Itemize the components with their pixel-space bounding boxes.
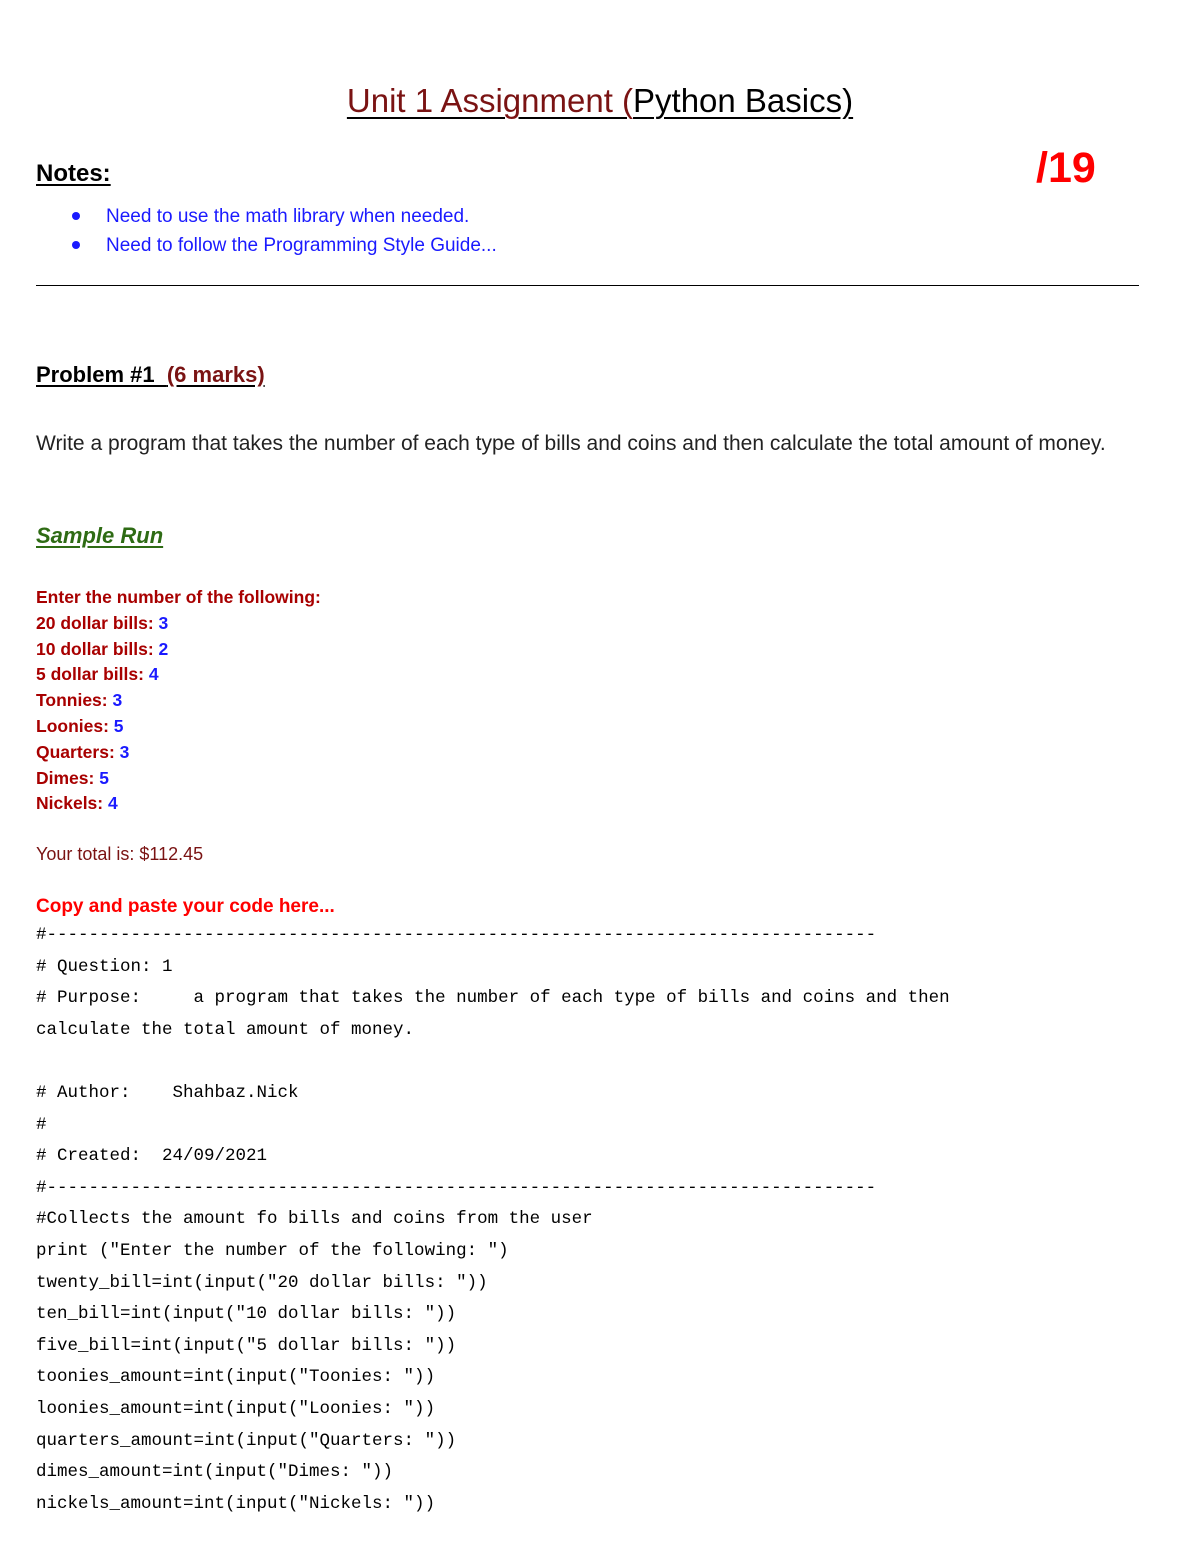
code-line: #------------------------------------------------------------------------------- [36,1177,877,1198]
sample-run-value: 3 [119,741,130,762]
sample-run-line [36,662,321,688]
section-divider [36,285,1139,286]
notes-heading: Notes: [36,160,111,187]
sample-run-line [36,714,321,740]
code-block [36,920,950,1520]
sample-run-value: 3 [158,612,169,633]
note-text: Need to follow the Programming Style Guide... [106,235,497,256]
code-line [36,1046,950,1078]
sample-run-line [36,637,321,663]
sample-run-line [36,791,321,817]
problem-description: Write a program that takes the number of each type of bills and coins and then calculate the total amount of money. [36,432,1106,455]
code-line: # Question: 1 [36,956,173,977]
sample-run-label: Loonies: [36,715,114,736]
bullet-icon [72,241,80,249]
page-title [0,82,1200,120]
sample-run-prompt: Enter the number of the following: [36,587,321,607]
total-score: /19 [1036,144,1096,192]
sample-run-line [36,688,321,714]
code-line: ten_bill=int(input("10 dollar bills: ")) [36,1304,457,1325]
sample-run-value: 5 [113,715,124,736]
sample-run-label: 20 dollar bills: [36,612,159,633]
sample-run-heading: Sample Run [36,523,164,548]
code-line: five_bill=int(input("5 dollar bills: ")) [36,1335,457,1356]
code-line: # [36,1114,47,1135]
code-line: #------------------------------------------------------------------------------- [36,925,877,945]
sample-run-label: 5 dollar bills: [36,664,149,685]
note-item [106,231,497,260]
code-line: dimes_amount=int(input("Dimes: ")) [36,1462,394,1483]
code-line: toonies_amount=int(input("Toonies: ")) [36,1367,436,1388]
sample-run-label: Dimes: [36,767,100,788]
sample-run-label: Tonnies: [36,690,113,711]
code-instruction: Copy and paste your code here... [36,896,335,917]
code-line: calculate the total amount of money. [36,1019,415,1040]
note-text: Need to use the math library when needed. [106,206,470,227]
code-line: nickels_amount=int(input("Nickels: ")) [36,1493,436,1514]
problem-marks: (6 marks) [166,362,265,387]
sample-run-total: Your total is: $112.45 [36,844,204,864]
code-line: twenty_bill=int(input("20 dollar bills: ")) [36,1272,488,1293]
code-line: print ("Enter the number of the following: ") [36,1240,509,1261]
problem-heading [36,362,265,388]
problem-title: Problem #1 [36,362,167,387]
code-line: # Purpose: a program that takes the number of each type of bills and coins and then [36,988,950,1009]
page-title-part-2: Python Basics) [633,82,854,119]
code-line: # Created: 24/09/2021 [36,1146,268,1167]
sample-run-line [36,766,321,792]
notes-list [106,202,497,260]
page-title-part-1: Unit 1 Assignment ( [346,82,634,119]
sample-run-label: Nickels: [36,793,108,814]
sample-run-label: 10 dollar bills: [36,638,159,659]
sample-run-line [36,740,321,766]
code-line: loonies_amount=int(input("Loonies: ")) [36,1398,436,1419]
sample-run-value: 3 [112,690,123,711]
sample-run-value: 5 [99,767,109,788]
sample-run-line [36,611,321,637]
sample-run-value: 4 [148,664,159,685]
sample-run-label: Quarters: [36,741,120,762]
code-line: # Author: Shahbaz.Nick [36,1082,299,1103]
sample-run-value: 4 [107,793,118,814]
note-item [106,202,497,231]
sample-run-output [36,585,321,817]
code-line: quarters_amount=int(input("Quarters: ")) [36,1430,457,1451]
sample-run-value: 2 [158,638,169,659]
bullet-icon [72,212,80,220]
code-line: #Collects the amount fo bills and coins from the user [36,1209,593,1230]
